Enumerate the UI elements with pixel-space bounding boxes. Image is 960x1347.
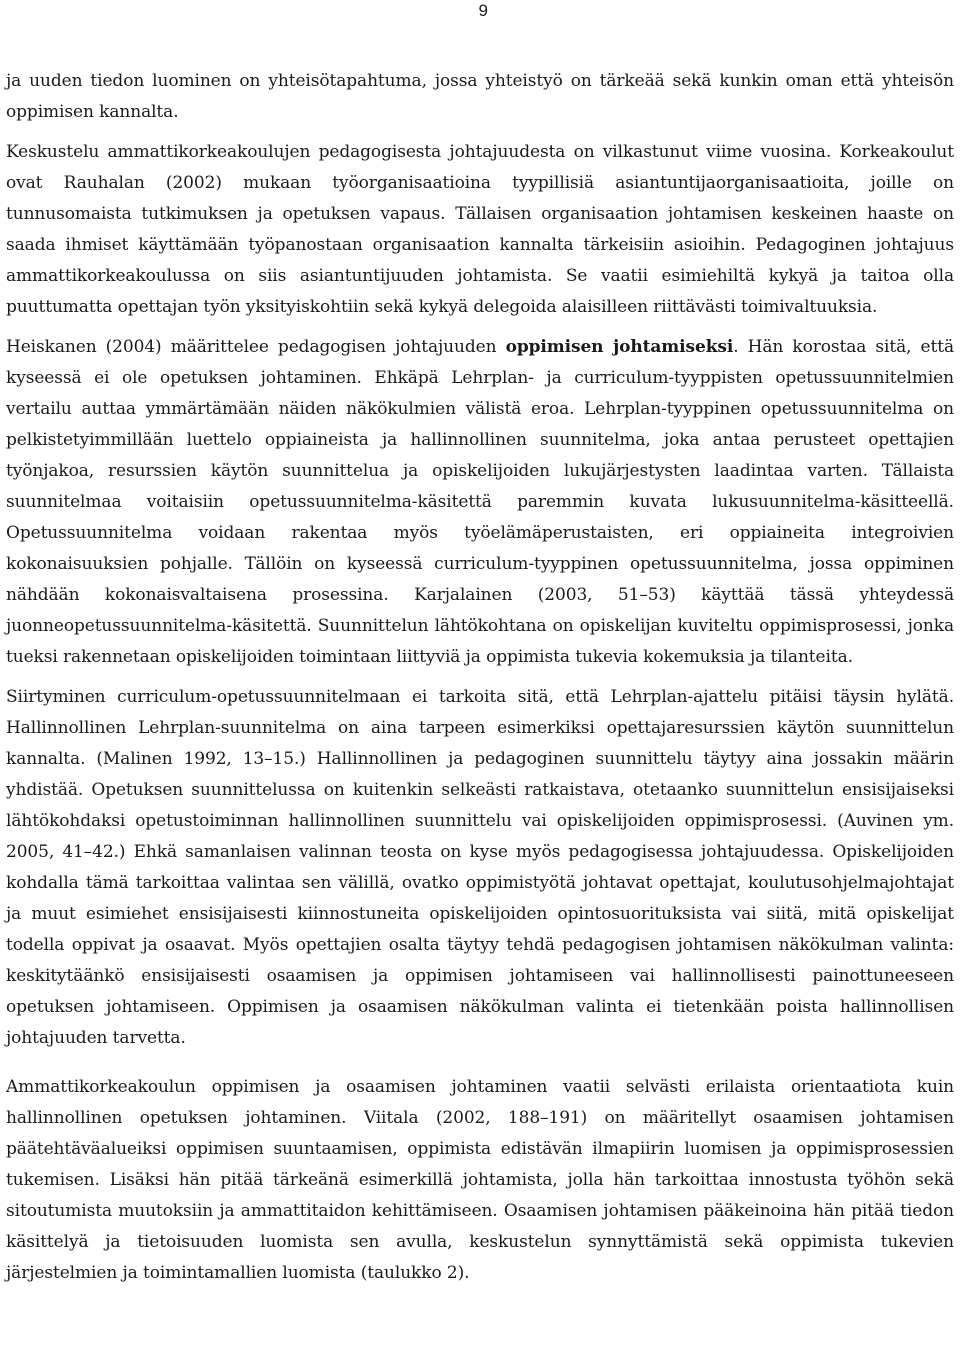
- paragraph-text: Siirtyminen curriculum-opetussuunnitelmaan ei tarkoita sitä, että Lehrplan-ajattelu pitäisi täysin hylätä. Hallinnollinen Lehrplan-suunnitelma on aina tarpeen esimerkiksi opettajaresurssien käytön suunnittelun kannalta. (Malinen 1992, 13–15.) Hallinnollinen ja pedagoginen suunnittelu täytyy aina jossakin määrin yhdistää. Opetuksen suunnittelussa on kuitenkin selkeästi ratkaistava, otetaanko suunnittelun ensisijaiseksi lähtökohdaksi opetustoiminnan hallinnollinen suunnittelu vai opiskelijoiden oppimisprosessi. (Auvinen ym. 2005, 41–42.) Ehkä samanlaisen valinnan teosta on kyse myös pedagogisessa johtajuudessa. Opiskelijoiden kohdalla tämä tarkoittaa valintaa sen välillä, ovatko oppimistyötä johtavat opettajat, koulutusohjelmajohtajat ja muut esimiehet ensisijaisesti kiinnostuneita opiskelijoiden opintosuorituksista vai siitä, mitä opiskelijat todella oppivat ja osaavat. Myös opettajien osalta täytyy tehdä pedagogisen johtamisen näkökulman valinta: keskitytäänkö ensisijaisesti osaamisen ja oppimisen johtamiseen vai hallinnollisesti painottuneeseen opetuksen johtamiseen. Oppimisen ja osaamisen näkökulman valinta ei tietenkään poista hallinnollisen johtajuuden tarvetta.: [6, 687, 954, 1048]
- paragraph-text: Heiskanen (2004) määrittelee pedagogisen johtajuuden: [6, 337, 506, 357]
- paragraph-text: ja uuden tiedon luominen on yhteisötapahtuma, jossa yhteistyö on tärkeää sekä kunkin oman että yhteisön oppimisen kannalta.: [6, 71, 954, 122]
- paragraph: [6, 137, 954, 323]
- paragraph: [6, 66, 954, 128]
- body-text: [6, 66, 954, 1298]
- paragraph: [6, 332, 954, 673]
- paragraph: [6, 1072, 954, 1289]
- paragraph-text: . Hän korostaa sitä, että kyseessä ei ole opetuksen johtaminen. Ehkäpä Lehrplan- ja curriculum-tyyppisten opetussuunnitelmien vertailu auttaa ymmärtämään näiden näkökulmien välistä eroa. Lehrplan-tyyppinen opetussuunnitelma on pelkistetyimmillään luettelo oppiaineista ja hallinnollinen suunnitelma, joka antaa perusteet opettajien työnjakoa, resurssien käytön suunnittelua ja opiskelijoiden lukujärjestysten laadintaa varten. Tällaista suunnitelmaa voitaisiin opetussuunnitelma-käsitettä paremmin kuvata lukusuunnitelma-käsitteellä. Opetussuunnitelma voidaan rakentaa myös työelämäperustaisten, eri oppiaineita integroivien kokonaisuuksien pohjalle. Tällöin on kyseessä curriculum-tyyppinen opetussuunnitelma, jossa oppiminen nähdään kokonaisvaltaisena prosessina. Karjalainen (2003, 51–53) käyttää tässä yhteydessä juonneopetussuunnitelma-käsitettä. Suunnittelun lähtökohtana on opiskelijan kuviteltu oppimisprosessi, jonka tueksi rakennetaan opiskelijoiden toimintaan liittyviä ja oppimista tukevia kokemuksia ja tilanteita.: [6, 337, 955, 667]
- emphasized-term: oppimisen johtamiseksi: [505, 337, 734, 357]
- paragraph-text: Keskustelu ammattikorkeakoulujen pedagogisesta johtajuudesta on vilkastunut viime vuosina. Korkeakoulut ovat Rauhalan (2002) mukaan työorganisaatioina tyypillisiä asiantuntijaorganisaatioita, joille on tunnusomaista tutkimuksen ja opetuksen vapaus. Tällaisen organisaation johtamisen keskeinen haaste on saada ihmiset käyttämään työpanostaan organisaation kannalta tärkeisiin asioihin. Pedagoginen johtajuus ammattikorkeakoulussa on siis asiantuntijuuden johtamista. Se vaatii esimiehiltä kykyä ja taitoa olla puuttumatta opettajan työn yksityiskohtiin sekä kykyä delegoida alaisilleen riittävästi toimivaltuuksia.: [6, 142, 954, 317]
- paragraph: [6, 682, 954, 1054]
- paragraph-text: Ammattikorkeakoulun oppimisen ja osaamisen johtaminen vaatii selvästi erilaista orientaatiota kuin hallinnollinen opetuksen johtaminen. Viitala (2002, 188–191) on määritellyt osaamisen johtamisen päätehtäväalueiksi oppimisen suuntaamisen, oppimista edistävän ilmapiirin luomisen ja oppimisprosessien tukemisen. Lisäksi hän pitää tärkeänä esimerkillä johtamista, jolla hän tarkoittaa innostusta työhön sekä sitoutumista muutoksiin ja ammattitaidon kehittämiseen. Osaamisen johtamisen pääkeinoina hän pitää tiedon käsittelyä ja tietoisuuden luomista sen avulla, keskustelun synnyttämistä sekä oppimista tukevien järjestelmien ja toimintamallien luomista (taulukko 2).: [6, 1077, 954, 1283]
- page-number: 9: [478, 1, 488, 20]
